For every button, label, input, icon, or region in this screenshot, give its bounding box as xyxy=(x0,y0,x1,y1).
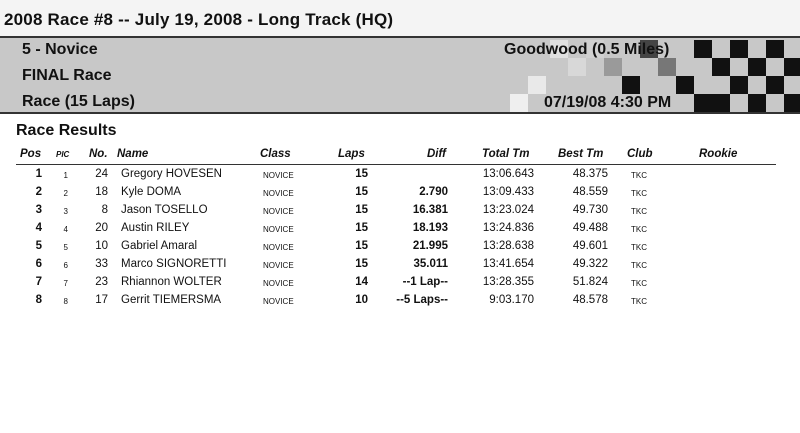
laps-cell: 15 xyxy=(355,168,368,180)
best-time-cell: 49.488 xyxy=(572,222,608,234)
laps-cell: 10 xyxy=(355,294,368,306)
class-cell: NOVICE xyxy=(263,279,294,288)
name-cell: Gerrit TIEMERSMA xyxy=(121,294,222,306)
class-cell: NOVICE xyxy=(263,189,294,198)
diff-cell: 16.381 xyxy=(412,204,448,216)
pos-cell: 2 xyxy=(35,186,42,198)
pic-cell: 5 xyxy=(63,243,68,252)
diff-cell: 2.790 xyxy=(419,186,448,198)
name-cell: Gregory HOVESEN xyxy=(121,168,222,180)
class-cell: NOVICE xyxy=(263,171,294,180)
col-pos: Pos xyxy=(20,148,42,160)
col-pic: PIC xyxy=(56,150,70,159)
header-divider xyxy=(16,164,776,165)
pos-cell: 5 xyxy=(35,240,42,252)
club-cell: TKC xyxy=(631,207,647,216)
col-class: Class xyxy=(260,148,291,160)
col-number: No. xyxy=(89,148,108,160)
pos-cell: 4 xyxy=(35,222,42,234)
pic-cell: 3 xyxy=(63,207,68,216)
laps-cell: 15 xyxy=(355,186,368,198)
best-time-cell: 51.824 xyxy=(572,276,608,288)
col-club: Club xyxy=(627,148,653,160)
pos-cell: 3 xyxy=(35,204,42,216)
number-cell: 33 xyxy=(95,258,108,270)
pic-cell: 8 xyxy=(63,297,68,306)
club-cell: TKC xyxy=(631,225,647,234)
table-row xyxy=(0,238,800,256)
total-time-cell: 13:23.024 xyxy=(482,204,534,216)
diff-cell: --5 Laps-- xyxy=(396,294,448,306)
name-cell: Gabriel Amaral xyxy=(121,240,198,252)
table-row xyxy=(0,166,800,184)
race-class: 5 - Novice xyxy=(22,41,98,58)
track-name: Goodwood (0.5 Miles) xyxy=(504,41,670,58)
number-cell: 20 xyxy=(95,222,108,234)
race-header-band xyxy=(0,38,800,114)
table-row xyxy=(0,220,800,238)
name-cell: Rhiannon WOLTER xyxy=(121,276,222,288)
race-laps: Race (15 Laps) xyxy=(22,93,135,110)
class-cell: NOVICE xyxy=(263,207,294,216)
results-heading: Race Results xyxy=(16,122,117,139)
total-time-cell: 13:24.836 xyxy=(482,222,534,234)
class-cell: NOVICE xyxy=(263,261,294,270)
laps-cell: 15 xyxy=(355,204,368,216)
best-time-cell: 49.322 xyxy=(572,258,608,270)
col-name: Name xyxy=(117,148,149,160)
total-time-cell: 13:06.643 xyxy=(482,168,534,180)
column-headers xyxy=(0,148,800,164)
class-cell: NOVICE xyxy=(263,225,294,234)
best-time-cell: 48.578 xyxy=(572,294,608,306)
club-cell: TKC xyxy=(631,279,647,288)
table-row xyxy=(0,202,800,220)
laps-cell: 15 xyxy=(355,240,368,252)
club-cell: TKC xyxy=(631,189,647,198)
results-table xyxy=(0,166,800,310)
col-best-time: Best Tm xyxy=(558,148,604,160)
name-cell: Kyle DOMA xyxy=(121,186,182,198)
number-cell: 24 xyxy=(95,168,108,180)
table-row xyxy=(0,184,800,202)
col-total-time: Total Tm xyxy=(482,148,530,160)
total-time-cell: 9:03.170 xyxy=(489,294,534,306)
pic-cell: 6 xyxy=(63,261,68,270)
pic-cell: 4 xyxy=(63,225,68,234)
table-row xyxy=(0,292,800,310)
best-time-cell: 48.559 xyxy=(572,186,608,198)
laps-cell: 15 xyxy=(355,258,368,270)
number-cell: 17 xyxy=(95,294,108,306)
pos-cell: 8 xyxy=(35,294,42,306)
class-cell: NOVICE xyxy=(263,297,294,306)
club-cell: TKC xyxy=(631,261,647,270)
number-cell: 23 xyxy=(95,276,108,288)
name-cell: Marco SIGNORETTI xyxy=(121,258,227,270)
number-cell: 18 xyxy=(95,186,108,198)
best-time-cell: 49.730 xyxy=(572,204,608,216)
race-date-time: 07/19/08 4:30 PM xyxy=(544,94,672,111)
pic-cell: 1 xyxy=(63,171,68,180)
name-cell: Austin RILEY xyxy=(121,222,190,234)
title-bar xyxy=(0,0,800,38)
total-time-cell: 13:28.355 xyxy=(482,276,534,288)
col-rookie: Rookie xyxy=(699,148,738,160)
best-time-cell: 48.375 xyxy=(572,168,608,180)
col-laps: Laps xyxy=(338,148,365,160)
col-diff: Diff xyxy=(427,148,446,160)
number-cell: 8 xyxy=(101,204,108,216)
pos-cell: 7 xyxy=(35,276,42,288)
best-time-cell: 49.601 xyxy=(572,240,608,252)
table-row xyxy=(0,274,800,292)
club-cell: TKC xyxy=(631,243,647,252)
total-time-cell: 13:09.433 xyxy=(482,186,534,198)
club-cell: TKC xyxy=(631,297,647,306)
total-time-cell: 13:28.638 xyxy=(482,240,534,252)
diff-cell: 21.995 xyxy=(412,240,448,252)
pic-cell: 7 xyxy=(63,279,68,288)
laps-cell: 15 xyxy=(355,222,368,234)
laps-cell: 14 xyxy=(355,276,368,288)
diff-cell: --1 Lap-- xyxy=(402,276,448,288)
club-cell: TKC xyxy=(631,171,647,180)
number-cell: 10 xyxy=(95,240,108,252)
class-cell: NOVICE xyxy=(263,243,294,252)
diff-cell: 18.193 xyxy=(412,222,448,234)
total-time-cell: 13:41.654 xyxy=(482,258,534,270)
pos-cell: 6 xyxy=(35,258,42,270)
pic-cell: 2 xyxy=(63,189,68,198)
pos-cell: 1 xyxy=(35,168,42,180)
name-cell: Jason TOSELLO xyxy=(121,204,208,216)
table-row xyxy=(0,256,800,274)
race-type: FINAL Race xyxy=(22,67,112,84)
page-title: 2008 Race #8 -- July 19, 2008 - Long Track (HQ) xyxy=(4,10,394,29)
diff-cell: 35.011 xyxy=(413,258,448,270)
